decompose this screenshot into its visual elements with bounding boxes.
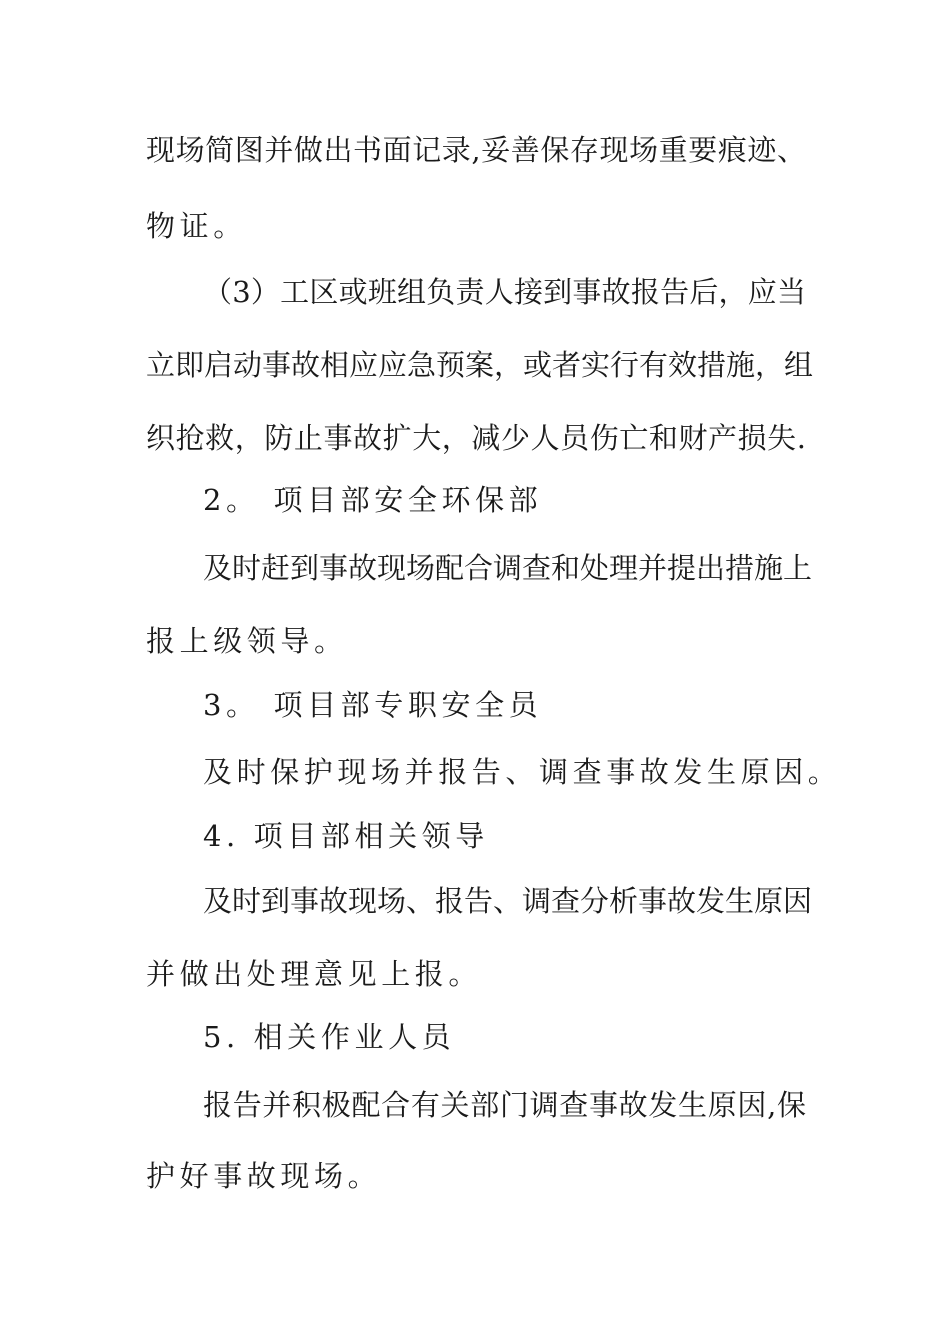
paragraph-line-10: 及时保护现场并报告、调查事故发生原因。 <box>203 755 842 789</box>
paragraph-line-2: 物证。 <box>146 209 247 243</box>
paragraph-line-5: 织抢救，防止事故扩大，减少人员伤亡和财产损失. <box>146 421 806 455</box>
paragraph-line-12: 及时到事故现场、报告、调查分析事故发生原因 <box>203 884 813 918</box>
section-heading-3: 3。 项目部专职安全员 <box>203 688 543 722</box>
section-heading-2: 2。 项目部安全环保部 <box>203 483 543 517</box>
paragraph-line-8: 报上级领导。 <box>146 624 348 658</box>
paragraph-line-15: 报告并积极配合有关部门调查事故发生原因,保 <box>203 1088 806 1122</box>
paragraph-line-3: （3）工区或班组负责人接到事故报告后，应当 <box>203 275 806 309</box>
section-heading-5: 5. 相关作业人员 <box>203 1020 456 1054</box>
paragraph-line-4: 立即启动事故相应应急预案，或者实行有效措施，组 <box>146 348 814 382</box>
paragraph-line-13: 并做出处理意见上报。 <box>146 957 483 991</box>
section-heading-4: 4. 项目部相关领导 <box>203 819 489 853</box>
paragraph-line-1: 现场简图并做出书面记录,妥善保存现场重要痕迹、 <box>146 133 806 167</box>
paragraph-line-7: 及时赶到事故现场配合调查和处理并提出措施上 <box>203 551 813 585</box>
paragraph-line-16: 护好事故现场。 <box>146 1159 382 1193</box>
